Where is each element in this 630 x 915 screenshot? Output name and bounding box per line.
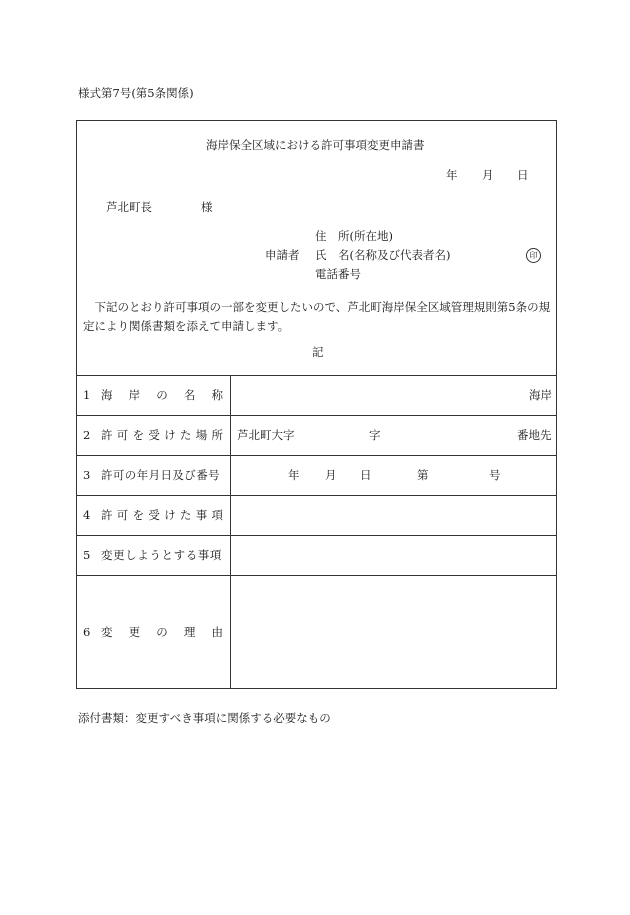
applicant-phone-label: 電話番号 [315,267,361,281]
permit-go-label: 号 [489,468,501,482]
permit-dai-label: 第 [417,468,429,482]
body-text-content: 下記のとおり許可事項の一部を変更したいので、芦北町海岸保全区域管理規則第5条の規定により関係書類を添えて申請します。 [83,300,551,333]
row-label-char: 所 [211,428,223,442]
row-label [101,627,223,639]
applicant-label: 申請者 [265,248,300,262]
application-form [76,120,557,689]
row-label-char: 由 [211,625,223,639]
row-label-char: 変 [101,625,113,639]
row-label-char: の [156,388,168,402]
date-day-label: 日 [517,168,529,182]
row-label-char: 項 [211,508,223,522]
ki-marker: 記 [312,345,324,359]
row-label-char: け [164,428,176,442]
row-number: 3 [83,468,91,482]
divider [77,455,556,456]
row-label: 変更しようとする事項 [101,548,222,562]
row-label-char: 名 [183,388,196,402]
row-label-char: 理 [183,625,196,639]
row-label [101,510,223,522]
row-label-char: け [164,508,176,522]
column-divider [230,375,231,688]
row-number: 5 [83,548,91,562]
date-month-label: 月 [482,168,494,182]
divider [77,535,556,536]
row-number: 1 [83,388,91,402]
application-body-text [83,298,553,336]
coast-suffix: 海岸 [529,388,552,402]
row-number: 6 [83,625,91,639]
permit-month-label: 月 [325,468,337,482]
addressee-name: 芦北町長 [106,200,152,214]
divider [77,575,556,576]
row-label-char: の [156,625,168,639]
row-label-char: 許 [101,428,113,442]
row-label-char: 可 [116,428,129,442]
divider [77,375,556,376]
row-label-char: を [132,428,145,442]
place-aza-label: 字 [369,428,381,442]
row-label-char: 岸 [128,388,141,402]
date-year-label: 年 [446,168,458,182]
row-label-char: 受 [148,508,160,522]
row-label-char: た [179,428,192,442]
row-label [101,430,223,442]
form-number-label: 様式第7号(第5条関係) [78,86,194,100]
row-label-char: を [132,508,145,522]
divider [77,495,556,496]
row-label [101,390,223,402]
row-label-char: 更 [128,625,141,639]
addressee-honorific: 様 [201,200,213,214]
applicant-name-label: 氏 名(名称及び代表者名) [315,248,451,262]
divider [77,415,556,416]
row-label-char: 許 [101,508,113,522]
form-title: 海岸保全区域における許可事項変更申請書 [206,138,425,152]
row-label-char: 受 [148,428,160,442]
row-label-char: 場 [195,428,208,442]
row-label-char: 事 [195,508,208,522]
permit-year-label: 年 [288,468,300,482]
place-prefix: 芦北町大字 [237,428,295,442]
applicant-address-label: 住 所(所在地) [315,229,393,243]
row-label-char: 称 [211,388,223,402]
row-label-char: 可 [116,508,129,522]
place-suffix: 番地先 [517,428,552,442]
seal-icon: 印 [526,248,541,263]
row-label: 許可の年月日及び番号 [101,468,220,482]
row-number: 4 [83,508,91,522]
permit-day-label: 日 [360,468,372,482]
row-label-char: た [179,508,192,522]
attachment-note: 添付書類：変更すべき事項に関係する必要なもの [78,711,331,725]
row-number: 2 [83,428,91,442]
row-label-char: 海 [101,388,113,402]
